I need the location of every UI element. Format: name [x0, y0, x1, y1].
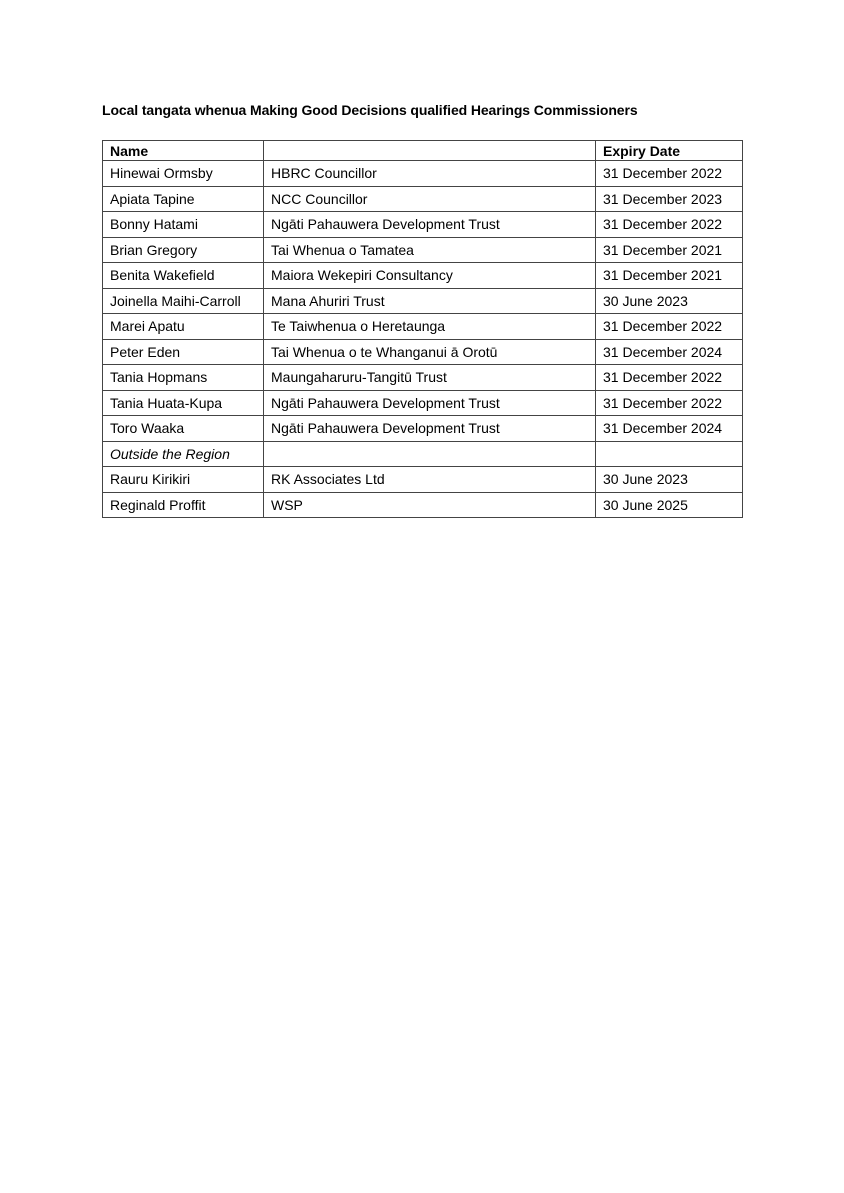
table-row	[103, 492, 743, 518]
cell-organisation: Te Taiwhenua o Heretaunga	[264, 314, 596, 340]
table-row	[103, 339, 743, 365]
section-row-outside-region	[103, 441, 743, 467]
cell-name: Hinewai Ormsby	[103, 161, 264, 187]
commissioners-table	[102, 140, 743, 518]
cell-organisation: Ngāti Pahauwera Development Trust	[264, 390, 596, 416]
cell-expiry-date: 31 December 2024	[596, 339, 743, 365]
column-header-organisation	[264, 141, 596, 161]
cell-expiry-date: 30 June 2025	[596, 492, 743, 518]
cell-organisation: WSP	[264, 492, 596, 518]
cell-name: Joinella Maihi-Carroll	[103, 288, 264, 314]
table-row	[103, 416, 743, 442]
table-row	[103, 186, 743, 212]
cell-expiry-date: 31 December 2021	[596, 263, 743, 289]
cell-organisation: HBRC Councillor	[264, 161, 596, 187]
cell-name: Tania Hopmans	[103, 365, 264, 391]
column-header-name: Name	[103, 141, 264, 161]
table-row	[103, 365, 743, 391]
cell-organisation: Ngāti Pahauwera Development Trust	[264, 212, 596, 238]
table-row	[103, 467, 743, 493]
section-label: Outside the Region	[103, 441, 264, 467]
cell-expiry-date: 31 December 2023	[596, 186, 743, 212]
cell-expiry-date: 31 December 2022	[596, 314, 743, 340]
cell-organisation: Tai Whenua o Tamatea	[264, 237, 596, 263]
cell-organisation: Maiora Wekepiri Consultancy	[264, 263, 596, 289]
cell-organisation: Tai Whenua o te Whanganui ā Orotū	[264, 339, 596, 365]
table-row	[103, 161, 743, 187]
cell-expiry-date: 31 December 2022	[596, 212, 743, 238]
cell-name: Bonny Hatami	[103, 212, 264, 238]
cell-expiry-date: 31 December 2021	[596, 237, 743, 263]
cell-expiry-date: 31 December 2022	[596, 365, 743, 391]
cell-name: Reginald Proffit	[103, 492, 264, 518]
cell-name: Toro Waaka	[103, 416, 264, 442]
cell-name: Benita Wakefield	[103, 263, 264, 289]
cell-expiry-date: 30 June 2023	[596, 467, 743, 493]
cell-organisation: Ngāti Pahauwera Development Trust	[264, 416, 596, 442]
cell-expiry-date	[596, 441, 743, 467]
table-row	[103, 212, 743, 238]
cell-expiry-date: 31 December 2022	[596, 390, 743, 416]
table-header-row	[103, 141, 743, 161]
cell-expiry-date: 31 December 2022	[596, 161, 743, 187]
cell-organisation: Maungaharuru-Tangitū Trust	[264, 365, 596, 391]
column-header-expiry-date: Expiry Date	[596, 141, 743, 161]
cell-organisation: RK Associates Ltd	[264, 467, 596, 493]
cell-name: Tania Huata-Kupa	[103, 390, 264, 416]
table-row	[103, 263, 743, 289]
table-row	[103, 288, 743, 314]
cell-name: Brian Gregory	[103, 237, 264, 263]
table-row	[103, 237, 743, 263]
cell-expiry-date: 30 June 2023	[596, 288, 743, 314]
table-row	[103, 314, 743, 340]
page-title: Local tangata whenua Making Good Decisions qualified Hearings Commissioners	[102, 102, 638, 118]
cell-organisation	[264, 441, 596, 467]
cell-name: Marei Apatu	[103, 314, 264, 340]
cell-organisation: Mana Ahuriri Trust	[264, 288, 596, 314]
cell-name: Apiata Tapine	[103, 186, 264, 212]
cell-expiry-date: 31 December 2024	[596, 416, 743, 442]
cell-organisation: NCC Councillor	[264, 186, 596, 212]
table-row	[103, 390, 743, 416]
cell-name: Peter Eden	[103, 339, 264, 365]
cell-name: Rauru Kirikiri	[103, 467, 264, 493]
